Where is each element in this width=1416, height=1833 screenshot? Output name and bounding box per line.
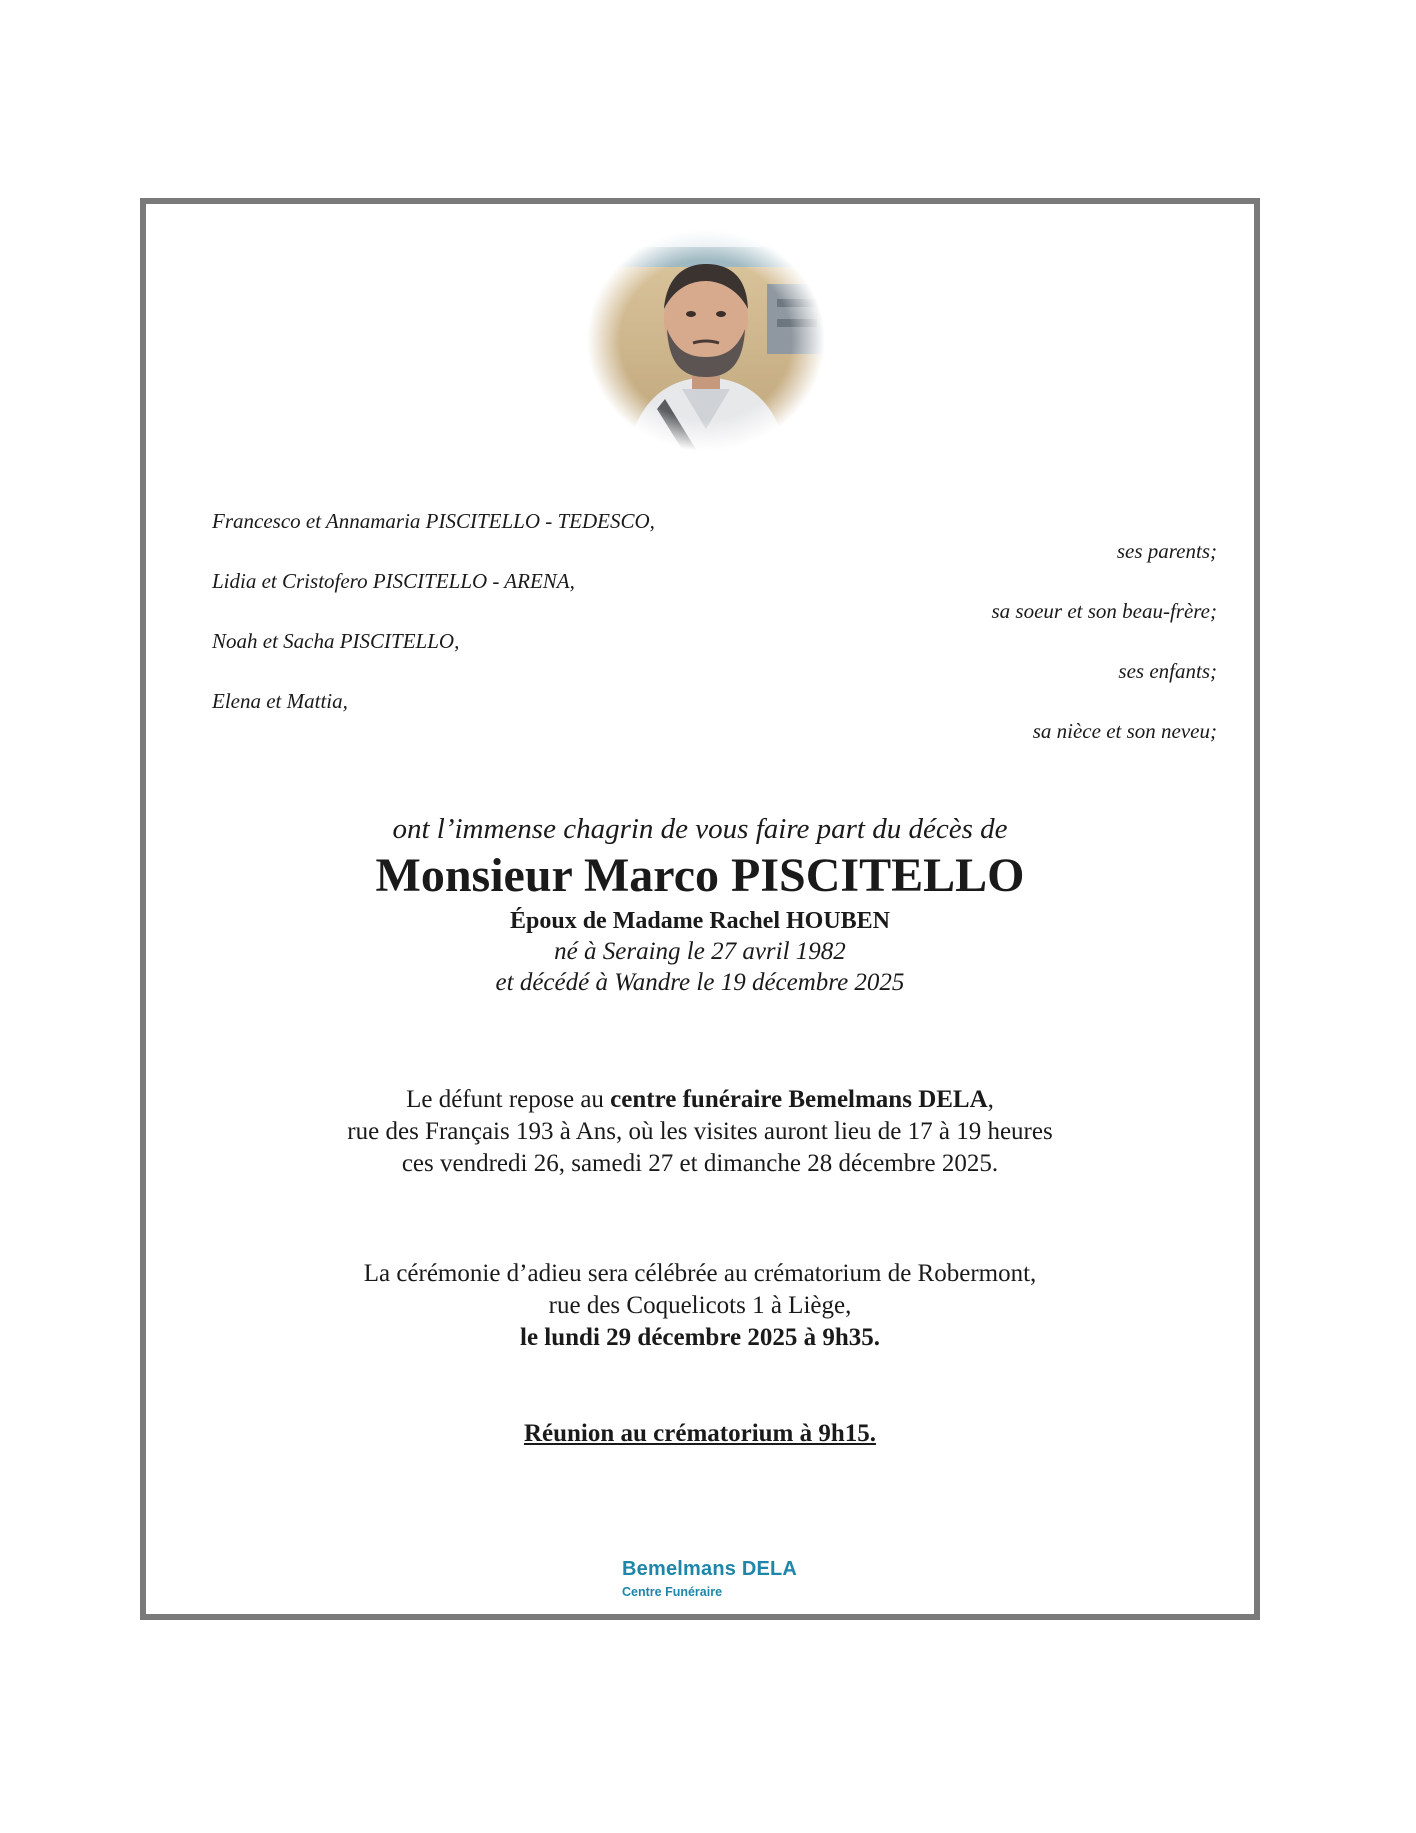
family-row [212, 689, 1217, 749]
ceremony-line-1: La cérémonie d’adieu sera célébrée au crématorium de Robermont, [363, 1260, 1037, 1287]
visitation-info [146, 1084, 1254, 1180]
ceremony-info [146, 1258, 1254, 1354]
family-names: Elena et Mattia, [212, 689, 348, 713]
family-relation: sa soeur et son beau-frère; [991, 599, 1217, 623]
ceremony-date: le lundi 29 décembre 2025 à 9h35. [520, 1324, 880, 1351]
meeting-info: Réunion au crématorium à 9h15. [523, 1420, 877, 1447]
family-relation: ses enfants; [1118, 659, 1217, 683]
funeral-home-logo [622, 1558, 797, 1599]
spouse-line: Époux de Madame Rachel HOUBEN [509, 908, 890, 934]
visitation-prefix: Le défunt repose au [406, 1086, 611, 1113]
family-row [212, 569, 1217, 629]
deceased-name: Monsieur Marco PISCITELLO [375, 849, 1025, 902]
visitation-line-1 [146, 1084, 1254, 1116]
portrait-photo [587, 229, 825, 451]
visitation-line-2: rue des Français 193 à Ans, où les visites auront lieu de 17 à 19 heures [347, 1118, 1053, 1145]
family-relation: ses parents; [1116, 539, 1217, 563]
family-names: Lidia et Cristofero PISCITELLO - ARENA, [212, 569, 575, 593]
family-row [212, 509, 1217, 569]
death-line: et décédé à Wandre le 19 décembre 2025 [495, 969, 905, 996]
visitation-line-3: ces vendredi 26, samedi 27 et dimanche 28 décembre 2025. [401, 1150, 999, 1177]
portrait-image [587, 229, 825, 451]
notice-frame [140, 198, 1260, 1620]
ceremony-line-2: rue des Coquelicots 1 à Liège, [548, 1292, 852, 1319]
family-list [212, 509, 1217, 749]
visitation-suffix: , [987, 1086, 994, 1113]
family-row [212, 629, 1217, 689]
birth-line: né à Seraing le 27 avril 1982 [554, 938, 846, 965]
funeral-center-name: centre funéraire Bemelmans DELA [610, 1086, 988, 1113]
logo-name: Bemelmans DELA [622, 1558, 798, 1580]
death-announcement [146, 812, 1254, 998]
family-names: Noah et Sacha PISCITELLO, [212, 629, 460, 653]
family-names: Francesco et Annamaria PISCITELLO - TEDESCO, [212, 509, 655, 533]
logo-subtitle: Centre Funéraire [622, 1585, 723, 1599]
family-relation: sa nièce et son neveu; [1032, 719, 1217, 743]
announcement-intro: ont l’immense chagrin de vous faire part du décès de [392, 813, 1008, 845]
